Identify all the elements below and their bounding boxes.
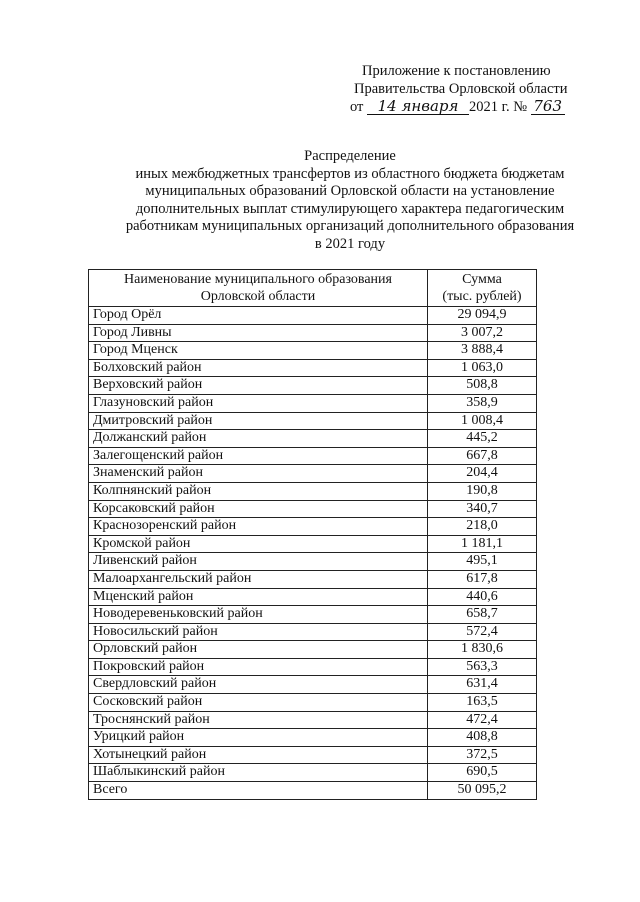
title-line-4: дополнительных выплат стимулирующего характера педагогическим [135, 200, 565, 217]
column-header-name-line-1: Наименование муниципального образования [124, 272, 392, 287]
table-row [89, 764, 537, 782]
municipality-name: Новодеревеньковский район [89, 606, 428, 624]
table-row [89, 553, 537, 571]
transfer-sum: 358,9 [428, 394, 537, 412]
table-row [89, 307, 537, 325]
municipality-name: Глазуновский район [89, 394, 428, 412]
title-line-5: работникам муниципальных организаций дополнительного образования [125, 218, 575, 234]
handwritten-number: 763 [531, 99, 565, 115]
municipality-name: Новосильский район [89, 623, 428, 641]
table-row [89, 606, 537, 624]
municipality-name: Орловский район [89, 641, 428, 659]
transfer-sum: 3 888,4 [428, 342, 537, 360]
distribution-table [88, 269, 537, 800]
table-row [89, 324, 537, 342]
table-row [89, 588, 537, 606]
handwritten-date: 14 января [367, 99, 469, 115]
transfer-sum: 445,2 [428, 430, 537, 448]
column-header-sum-line-2: (тыс. рублей) [442, 289, 522, 304]
table-row [89, 342, 537, 360]
table-row [89, 658, 537, 676]
municipality-name: Должанский район [89, 430, 428, 448]
transfer-sum: 372,5 [428, 746, 537, 764]
year-number-text: 2021 г. № [469, 99, 528, 115]
column-header-sum [428, 270, 537, 307]
municipality-name: Верховский район [89, 377, 428, 395]
transfer-sum: 572,4 [428, 623, 537, 641]
table-row [89, 570, 537, 588]
transfer-sum: 3 007,2 [428, 324, 537, 342]
municipality-name: Корсаковский район [89, 500, 428, 518]
table-row [89, 729, 537, 747]
title-line-2: иных межбюджетных трансфертов из областного бюджета бюджетам [135, 165, 565, 182]
title-line-1: Распределение [304, 148, 396, 164]
transfer-sum: 218,0 [428, 518, 537, 536]
transfer-sum: 617,8 [428, 570, 537, 588]
table-row [89, 447, 537, 465]
municipality-name: Малоархангельский район [89, 570, 428, 588]
table-row [89, 377, 537, 395]
municipality-name: Дмитровский район [89, 412, 428, 430]
municipality-name: Покровский район [89, 658, 428, 676]
table-row [89, 535, 537, 553]
table-row [89, 430, 537, 448]
municipality-name: Знаменский район [89, 465, 428, 483]
appendix-line-3 [350, 98, 590, 116]
title-line-6: в 2021 году [314, 235, 386, 252]
municipality-name: Болховский район [89, 359, 428, 377]
table-row [89, 694, 537, 712]
transfer-sum: 204,4 [428, 465, 537, 483]
transfer-sum: 1 181,1 [428, 535, 537, 553]
table-row [89, 711, 537, 729]
table-row [89, 676, 537, 694]
transfer-sum: 690,5 [428, 764, 537, 782]
transfer-sum: 1 008,4 [428, 412, 537, 430]
column-header-name [89, 270, 428, 307]
transfer-sum: 440,6 [428, 588, 537, 606]
municipality-name: Город Ливны [89, 324, 428, 342]
table-row [89, 394, 537, 412]
municipality-name: Хотынецкий район [89, 746, 428, 764]
transfer-sum: 29 094,9 [428, 307, 537, 325]
municipality-name: Колпнянский район [89, 482, 428, 500]
appendix-line-2: Правительства Орловской области [354, 81, 568, 97]
municipality-name: Троснянский район [89, 711, 428, 729]
date-prefix: от [350, 99, 364, 115]
transfer-sum: 1 830,6 [428, 641, 537, 659]
municipality-name: Залегощенский район [89, 447, 428, 465]
transfer-sum: 190,8 [428, 482, 537, 500]
table-row [89, 412, 537, 430]
transfer-sum: 667,8 [428, 447, 537, 465]
transfer-sum: 408,8 [428, 729, 537, 747]
transfer-sum: 1 063,0 [428, 359, 537, 377]
appendix-header [350, 62, 590, 116]
table-row [89, 641, 537, 659]
transfer-sum: 508,8 [428, 377, 537, 395]
municipality-name: Город Мценск [89, 342, 428, 360]
municipality-name: Кромской район [89, 535, 428, 553]
table-row [89, 465, 537, 483]
document-title [100, 148, 600, 253]
table-row [89, 482, 537, 500]
table-row [89, 518, 537, 536]
municipality-name: Город Орёл [89, 307, 428, 325]
municipality-name: Шаблыкинский район [89, 764, 428, 782]
title-line-3: муниципальных образований Орловской области на установление [145, 183, 555, 199]
table-body [89, 307, 537, 800]
transfer-sum: 495,1 [428, 553, 537, 571]
municipality-name: Сосковский район [89, 694, 428, 712]
table-header-row [89, 270, 537, 307]
municipality-name: Всего [89, 782, 428, 800]
municipality-name: Урицкий район [89, 729, 428, 747]
municipality-name: Ливенский район [89, 553, 428, 571]
transfer-sum: 563,3 [428, 658, 537, 676]
municipality-name: Мценский район [89, 588, 428, 606]
transfer-sum: 658,7 [428, 606, 537, 624]
column-header-name-line-2: Орловской области [200, 289, 316, 304]
municipality-name: Краснозоренский район [89, 518, 428, 536]
transfer-sum: 340,7 [428, 500, 537, 518]
table-row [89, 359, 537, 377]
municipality-name: Свердловский район [89, 676, 428, 694]
appendix-line-1: Приложение к постановлению [362, 63, 551, 79]
transfer-sum: 631,4 [428, 676, 537, 694]
transfer-sum: 163,5 [428, 694, 537, 712]
table-row [89, 746, 537, 764]
column-header-sum-line-1: Сумма [462, 272, 502, 287]
table-row [89, 623, 537, 641]
transfer-sum: 472,4 [428, 711, 537, 729]
table-row [89, 500, 537, 518]
transfer-sum: 50 095,2 [428, 782, 537, 800]
table-row [89, 782, 537, 800]
